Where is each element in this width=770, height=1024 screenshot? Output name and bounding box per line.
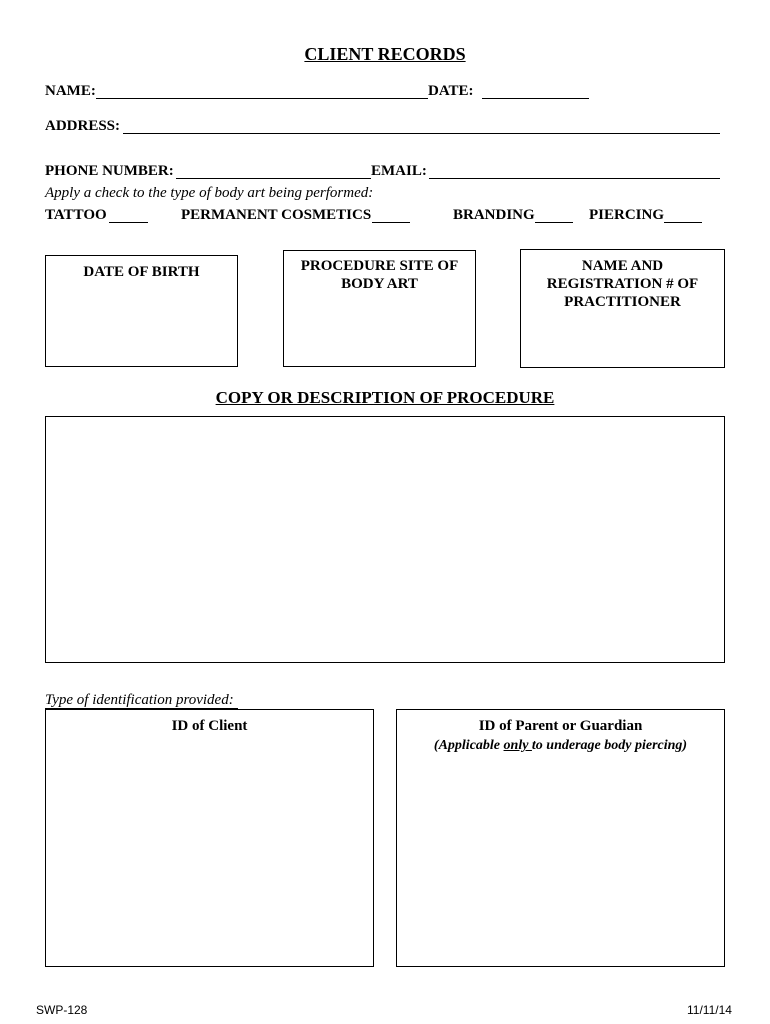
- permanent-cosmetics-check-blank[interactable]: [372, 222, 410, 223]
- id-client-box[interactable]: [45, 709, 374, 967]
- address-field[interactable]: [123, 133, 720, 134]
- id-guardian-note: [397, 737, 724, 755]
- branding-check-blank[interactable]: [535, 222, 573, 223]
- form-date: 11/11/14: [687, 1003, 732, 1017]
- phone-label: PHONE NUMBER:: [45, 163, 174, 179]
- id-guardian-note-rest: to underage body piercing): [531, 738, 688, 753]
- id-guardian-box[interactable]: [396, 709, 725, 967]
- date-of-birth-label: DATE OF BIRTH: [83, 264, 200, 280]
- name-label: NAME:: [45, 83, 96, 99]
- piercing-label: PIERCING: [589, 207, 665, 223]
- practitioner-box[interactable]: [520, 249, 725, 368]
- id-instruction: Type of identification provided:: [45, 692, 234, 708]
- form-code: SWP-128: [36, 1003, 88, 1017]
- id-guardian-note-emph: only: [503, 738, 532, 753]
- practitioner-label: NAME AND REGISTRATION # OF PRACTITIONER: [546, 258, 699, 310]
- tattoo-check-blank[interactable]: [109, 222, 148, 223]
- date-of-birth-box[interactable]: [45, 255, 238, 367]
- form-title: CLIENT RECORDS: [304, 44, 466, 64]
- id-guardian-note-open: (Applicable: [433, 738, 504, 753]
- name-field[interactable]: [96, 98, 428, 99]
- id-client-label: ID of Client: [171, 718, 248, 734]
- phone-field[interactable]: [176, 178, 371, 179]
- date-field[interactable]: [482, 98, 589, 99]
- procedure-section-title: COPY OR DESCRIPTION OF PROCEDURE: [215, 388, 555, 407]
- address-label: ADDRESS:: [45, 118, 121, 134]
- email-field[interactable]: [429, 178, 720, 179]
- id-guardian-label: ID of Parent or Guardian: [478, 718, 643, 734]
- procedure-description-box[interactable]: [45, 416, 725, 663]
- procedure-site-label: PROCEDURE SITE OF BODY ART: [300, 258, 459, 292]
- branding-label: BRANDING: [453, 207, 535, 223]
- piercing-check-blank[interactable]: [664, 222, 702, 223]
- date-label: DATE:: [428, 83, 474, 99]
- tattoo-label: TATTOO: [45, 207, 107, 223]
- permanent-cosmetics-label: PERMANENT COSMETICS: [181, 207, 372, 223]
- procedure-site-box[interactable]: [283, 250, 476, 367]
- body-art-instruction: Apply a check to the type of body art being performed:: [45, 185, 374, 201]
- email-label: EMAIL:: [371, 163, 427, 179]
